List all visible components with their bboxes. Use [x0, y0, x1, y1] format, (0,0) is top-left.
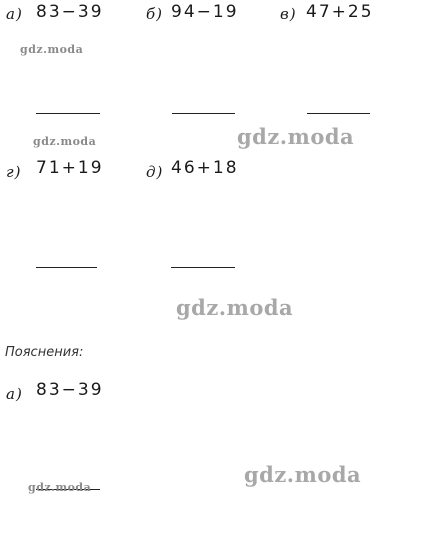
watermark-text: gdz.moda — [244, 462, 362, 487]
chain-letter: д) — [146, 163, 164, 181]
watermark-text: gdz.moda — [237, 124, 355, 149]
explanation-title: Пояснения: — [5, 345, 84, 360]
chain-letter: г) — [6, 163, 22, 181]
result-rule — [36, 267, 97, 268]
chain-letter: а) — [6, 385, 23, 403]
chain-start: 94−19 — [171, 2, 239, 22]
result-rule — [171, 267, 235, 268]
watermark-text: gdz.moda — [20, 43, 84, 56]
chain-start: 83−39 — [36, 380, 104, 400]
watermark-text: gdz.moda — [33, 135, 97, 148]
result-rule — [307, 113, 370, 114]
chain-letter: б) — [146, 5, 164, 23]
chain-start: 46+18 — [171, 158, 239, 178]
watermark-text: gdz.moda — [176, 295, 294, 320]
result-rule — [172, 113, 235, 114]
chain-letter: в) — [280, 5, 297, 23]
chain-letter: а) — [6, 5, 23, 23]
watermark-text: gdz.moda — [28, 481, 92, 494]
chain-start: 71+19 — [36, 158, 104, 178]
chain-start: 47+25 — [306, 2, 374, 22]
chain-start: 83−39 — [36, 2, 104, 22]
result-rule — [36, 113, 100, 114]
